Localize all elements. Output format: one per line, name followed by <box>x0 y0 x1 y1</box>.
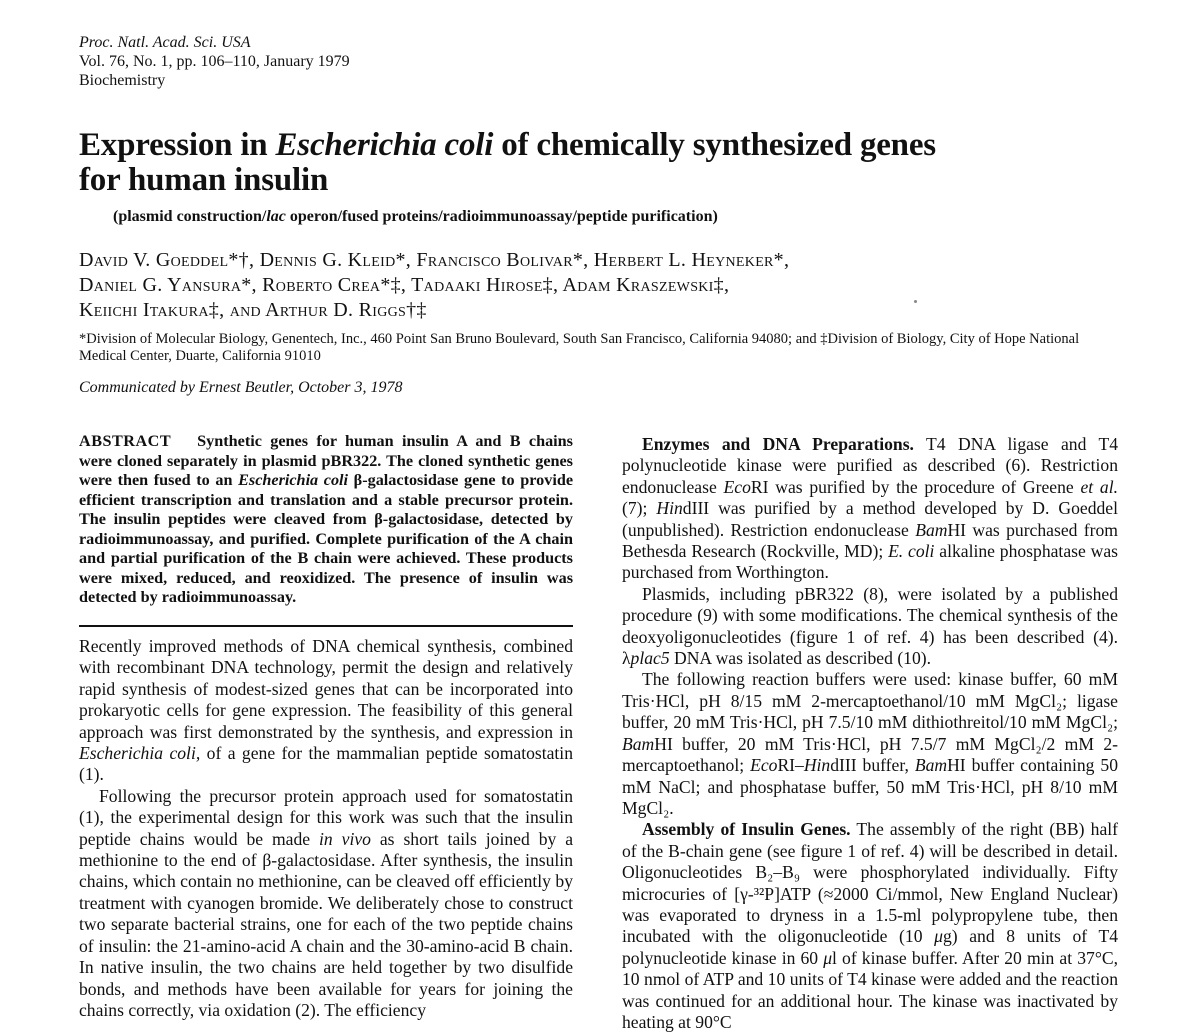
abstract-divider <box>79 625 573 627</box>
italic-run: Bam <box>622 733 655 754</box>
text-run: HI buffer containing 50 mM NaCl; and phosphatase buffer, 50 mM Tris·HCl, pH 8/10 mM MgCl₂. <box>622 755 1118 818</box>
italic-run: Hin <box>656 498 683 519</box>
section-heading-assembly: Assembly of Insulin Genes. <box>642 819 851 840</box>
italic-run: Escherichia coli, <box>79 743 201 764</box>
italic-run: Bam <box>915 519 948 540</box>
abstract-organism: Escherichia coli <box>238 471 349 489</box>
title-part2: of chemically synthesized genes <box>493 127 936 163</box>
intro-paragraph-1 <box>79 636 573 786</box>
text-run: Plasmids, including pBR322 (8), were isolated by a published procedure (9) with some modifications. The chemical synthesis of the deoxyoligonucleotides (figure 1 of ref. 4) has been described (4). λ <box>622 583 1118 669</box>
text-run: dIII was purified by a method developed by D. Goeddel (unpublished). Restriction endonuclease <box>622 498 1118 540</box>
volume-line: Vol. 76, No. 1, pp. 106–110, January 1979 <box>79 53 350 70</box>
italic-run: et al. <box>1080 476 1118 497</box>
authors-line3: Keiichi Itakura‡, and Arthur D. Riggs†‡ <box>79 299 427 321</box>
authors-line2: Daniel G. Yansura*, Roberto Crea*‡, Tadaaki Hirose‡, Adam Kraszewski‡, <box>79 274 730 296</box>
italic-run: μ <box>934 926 943 947</box>
keywords <box>113 208 718 226</box>
italic-run: μ <box>823 947 833 968</box>
title-line2: for human insulin <box>79 162 329 198</box>
methods-plasmids-paragraph <box>622 584 1118 670</box>
text-run: DNA was isolated as described (10). <box>669 648 932 669</box>
text-run: HI buffer, 20 mM Tris·HCl, pH 7.5/7 mM MgCl₂/2 mM 2-mercaptoethanol; <box>622 733 1118 776</box>
abstract-label: ABSTRACT <box>79 432 172 450</box>
methods-assembly-paragraph <box>622 819 1118 1033</box>
italic-run: Eco <box>750 755 778 776</box>
text-run: dIII buffer, <box>830 755 915 776</box>
abstract <box>79 432 573 608</box>
section-heading-enzymes: Enzymes and DNA Preparations. <box>642 434 914 454</box>
italic-run: in vivo <box>319 828 371 849</box>
title-part1: Expression in <box>79 127 276 163</box>
abstract-text-1: Synthetic genes for human insulin A and B chains were cloned separately in plasmid pBR322. The cloned synthetic genes were then fused to an <box>79 432 573 489</box>
text-run: Following the precursor protein approach used for somatostatin (1), the experimental design for this work was such that the insulin peptide chains would be made <box>79 785 573 849</box>
italic-run: Bam <box>914 755 948 776</box>
text-run: HI was purchased from Bethesda Research (Rockville, MD); <box>622 519 1118 562</box>
section-label: Biochemistry <box>79 72 166 89</box>
journal-name: Proc. Natl. Acad. Sci. USA <box>79 34 251 51</box>
text-run: T4 DNA ligase and T4 polynucleotide kinase were purified as described (6). Restriction endonuclease <box>622 434 1119 497</box>
communicated-by: Communicated by Ernest Beutler, October 3, 1978 <box>79 379 403 396</box>
text-run: RI was purified by the procedure of Greene <box>750 476 1081 497</box>
journal-header <box>79 33 350 90</box>
italic-run: Eco <box>723 476 751 497</box>
text-run: as short tails joined by a methionine to the end of β-galactosidase. After synthesis, the insulin chains, which contain no methionine, can be cleaved off efficiently by treatment with cyanogen bromide. We deliberately chose to construct two separate bacterial strains, one for each of the two peptide chains of insulin: the 21-amino-acid A chain and the 30-amino-acid B chain. In native insulin, the two chains are held together by two disulfide bonds, and methods have been available for years for joining the chains correctly, via oxidation (2). The efficiency <box>79 828 574 1020</box>
authors-line1: David V. Goeddel*†, Dennis G. Kleid*, Francisco Bolivar*, Herbert L. Heyneker*, <box>79 249 790 271</box>
text-run: (7); <box>622 498 657 519</box>
italic-run: E. coli <box>888 541 935 562</box>
methods-buffers-paragraph <box>622 669 1118 819</box>
text-run: The following reaction buffers were used: kinase buffer, 60 mM Tris·HCl, pH 8/15 mM 2-mercaptoethanol/10 mM MgCl₂; ligase buffer, 20 mM Tris·HCl, pH 7.5/10 mM dithiothreitol/10 mM MgCl₂; <box>622 669 1118 733</box>
text-run: The assembly of the right (BB) half of the B-chain gene (see figure 1 of ref. 4) will be described in detail. Oligonucleotides B₂–B₉ were phosphorylated individually. Fifty microcuries of [γ-³²P]ATP (≈2000 Ci/mmol, New England Nuclear) was evaporated to dryness in a 1.5-ml polypropylene tube, then incubated with the oligonucleotide (10 <box>622 819 1118 947</box>
abstract-text-2: β-galactosidase gene to provide efficient transcription and translation and a stable precursor protein. The insulin peptides were cleaved from β-galactosidase, detected by radioimmunoassay, and purified. Complete purification of the A chain and partial purification of the B chain were achieved. These products were mixed, reduced, and reoxidized. The presence of insulin was detected by radioimmunoassay. <box>79 471 574 606</box>
text-run: RI– <box>777 755 804 776</box>
italic-run: plac5 <box>630 648 670 669</box>
intro-paragraph-2 <box>79 786 573 1021</box>
methods-enzymes-paragraph <box>622 434 1118 584</box>
italic-run: Hin <box>803 755 831 776</box>
text-run: g) and 8 units of T4 polynucleotide kinase in 60 <box>622 926 1118 968</box>
affiliations: *Division of Molecular Biology, Genentech, Inc., 460 Point San Bruno Boulevard, South San Francisco, California 94080; and ‡Division of Biology, City of Hope National Medical Center, Duarte, California 91010 <box>79 331 1080 364</box>
keywords-lac: lac <box>266 208 286 225</box>
text-run: Recently improved methods of DNA chemical synthesis, combined with recombinant DNA technology, permit the design and relatively rapid synthesis of modest-sized genes that can be incorporated into prokaryotic cells for gene expression. The feasibility of this general approach was first demonstrated by the synthesis, and expression in <box>79 636 573 742</box>
title-organism: Escherichia coli <box>275 127 494 163</box>
print-speck <box>914 300 917 303</box>
right-column-body <box>622 434 1118 1033</box>
text-run: of a gene for the mammalian peptide somatostatin (1). <box>79 743 573 785</box>
keywords-rest: operon/fused proteins/radioimmunoassay/peptide purification) <box>285 208 718 225</box>
text-run: l of kinase buffer. After 20 min at 37°C, 10 nmol of ATP and 10 units of T4 kinase were added and the reaction was continued for an additional hour. The kinase was inactivated by heating at 90°C <box>622 947 1118 1032</box>
left-column-body <box>79 636 573 1021</box>
keywords-open: (plasmid construction/ <box>113 208 267 225</box>
paper-title <box>79 128 1139 198</box>
author-list <box>79 248 1139 323</box>
text-run: alkaline phosphatase was purchased from Worthington. <box>622 541 1118 583</box>
